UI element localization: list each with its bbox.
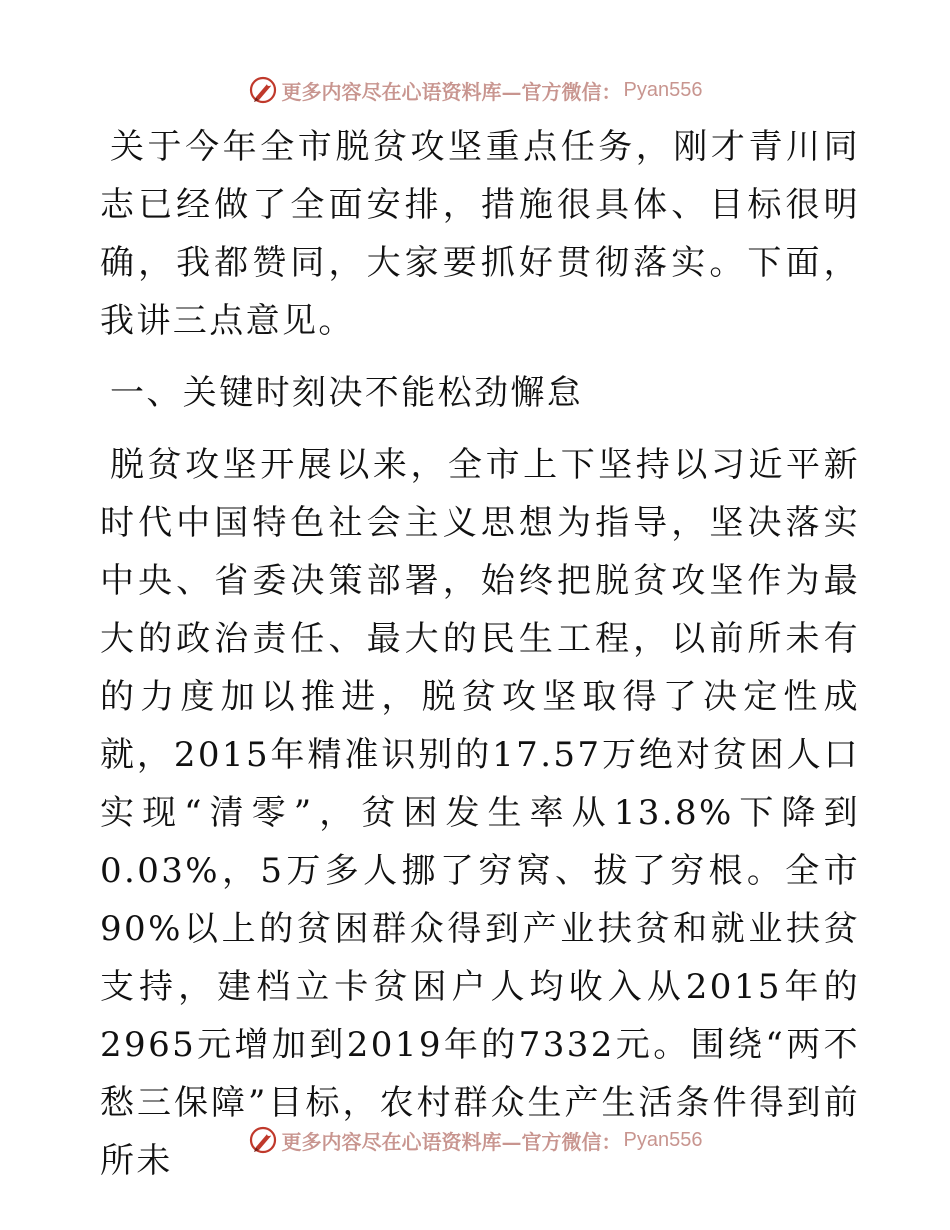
watermark-handle: Pyan556	[623, 78, 703, 101]
watermark-footer	[0, 1120, 950, 1160]
watermark-handle: Pyan556	[623, 1128, 703, 1151]
body-paragraph: 脱贫攻坚开展以来，全市上下坚持以习近平新时代中国特色社会主义思想为指导，坚决落实中央、省委决策部署，始终把脱贫攻坚作为最大的政治责任、最大的民生工程，以前所未有的力度加以推进，脱贫攻坚取得了决定性成就，2015年精准识别的17.57万绝对贫困人口实现“清零”，贫困发生率从13.8%下降到0.03%，5万多人挪了穷窝、拔了穷根。全市90%以上的贫困群众得到产业扶贫和就业扶贫支持，建档立卡贫困户人均收入从2015年的2965元增加到2019年的7332元。围绕“两不愁三保障”目标，农村群众生产生活条件得到前所未	[100, 445, 860, 1181]
pen-logo-icon	[248, 75, 278, 105]
intro-paragraph: 关于今年全市脱贫攻坚重点任务，刚才青川同志已经做了全面安排，措施很具体、目标很明确，我都赞同，大家要抓好贯彻落实。下面，我讲三点意见。	[100, 127, 860, 341]
watermark-text: 更多内容尽在心语资料库—官方微信：	[281, 1129, 622, 1154]
pen-logo-icon	[248, 1125, 278, 1155]
document-body	[100, 118, 860, 1190]
section-heading: 一、关键时刻决不能松劲懈怠	[110, 373, 584, 413]
watermark-header	[0, 70, 950, 110]
watermark-text: 更多内容尽在心语资料库—官方微信：	[281, 79, 622, 104]
